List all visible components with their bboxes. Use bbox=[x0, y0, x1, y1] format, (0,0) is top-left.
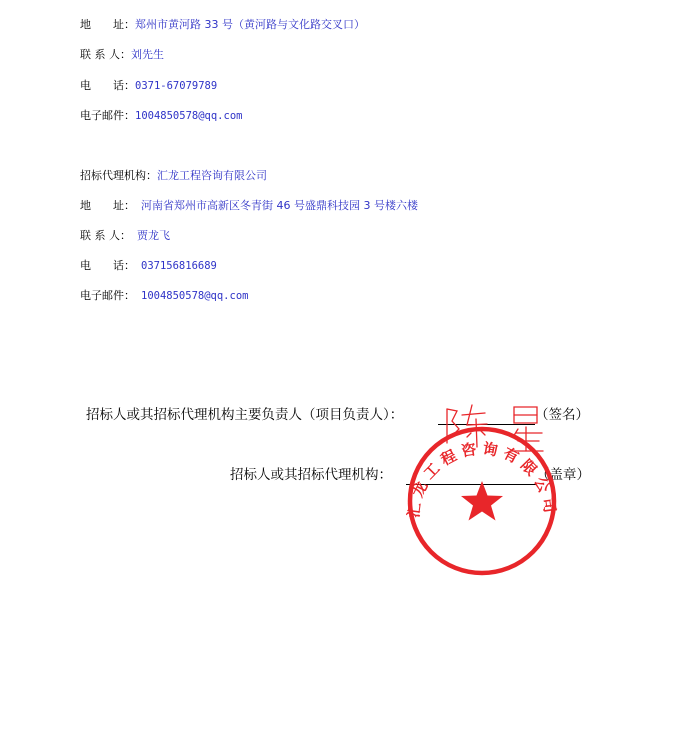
agency-org-label: 招标代理机构： bbox=[80, 169, 157, 182]
agency-email: 1004850578@qq.com bbox=[141, 290, 249, 302]
agency-phone-row bbox=[80, 259, 217, 273]
head-signature-suffix: （签名） bbox=[535, 407, 589, 423]
tenderer-address: 郑州市黄河路 33 号（黄河路与文化路交叉口） bbox=[135, 18, 365, 31]
tenderer-contact-row bbox=[80, 48, 164, 62]
head-signature-label: 招标人或其招标代理机构主要负责人（项目负责人）： bbox=[86, 407, 404, 423]
phone-label: 电 话： bbox=[80, 79, 135, 92]
company-seal bbox=[397, 399, 567, 584]
agency-org-row bbox=[80, 169, 267, 183]
address-label: 地 址： bbox=[80, 18, 135, 31]
contact-label: 联 系 人： bbox=[80, 229, 131, 242]
agency-phone: 037156816689 bbox=[141, 260, 217, 272]
svg-text:汇龙工程咨询有限公司: 汇龙工程咨询有限公司 bbox=[404, 439, 560, 519]
agency-address-row bbox=[80, 199, 418, 213]
org-seal-suffix: （盖章） bbox=[536, 467, 590, 483]
phone-label: 电 话： bbox=[80, 259, 135, 272]
agency-contact-row bbox=[80, 229, 170, 243]
tenderer-address-row bbox=[80, 18, 365, 32]
agency-contact: 贾龙飞 bbox=[137, 229, 170, 242]
email-label: 电子邮件： bbox=[80, 109, 135, 122]
agency-email-row bbox=[80, 289, 248, 303]
tenderer-email-row bbox=[80, 109, 242, 123]
agency-address: 河南省郑州市高新区冬青街 46 号盛鼎科技园 3 号楼六楼 bbox=[141, 199, 418, 212]
tenderer-contact: 刘先生 bbox=[131, 48, 164, 61]
tenderer-phone: 0371-67079789 bbox=[135, 80, 218, 92]
agency-org: 汇龙工程咨询有限公司 bbox=[157, 169, 267, 182]
address-label: 地 址： bbox=[80, 199, 135, 212]
tenderer-email: 1004850578@qq.com bbox=[135, 110, 243, 122]
contact-label: 联 系 人： bbox=[80, 48, 131, 61]
tenderer-phone-row bbox=[80, 79, 217, 93]
org-seal-label: 招标人或其招标代理机构： bbox=[230, 467, 392, 483]
email-label: 电子邮件： bbox=[80, 289, 135, 302]
